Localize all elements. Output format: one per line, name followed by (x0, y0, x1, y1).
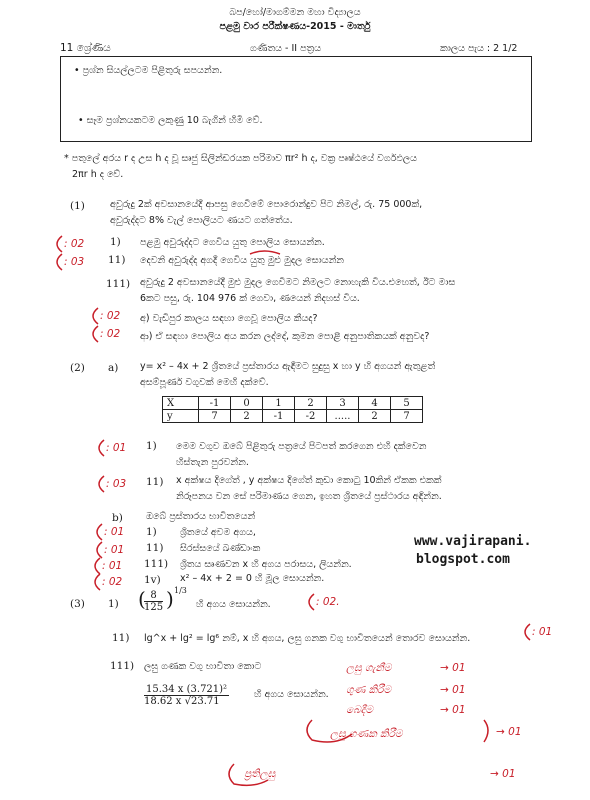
circle-mark-icon (99, 476, 104, 492)
mark-q2-ii: : 03 (106, 478, 127, 490)
circle-mark-icon (95, 558, 100, 574)
table-cell: 3 (327, 397, 359, 410)
q1-intro-line1: අවුරුදු 2ක් අවසානයේදී ආපසු ගෙවීමේ පොරොන්දුව පිට නිමල්, රු. 75 000ක්, (110, 199, 423, 210)
q2-b-i-text: ශ්‍රිතයේ අවම අගය, (180, 527, 256, 538)
mark-arrow-5: → 01 (490, 768, 516, 780)
q3-bracket-close: ) (166, 587, 174, 611)
q3-ii-text: lg^x + lg² = lg⁶ නම්, x හි අගය, ලඝු ගනක වගු භාවිතයෙන් තොරව සොයන්න. (144, 633, 471, 644)
q2-i-number: 1) (146, 440, 157, 452)
time-label: කාලය පැය : 2 1/2 (440, 43, 518, 54)
exam-title: පළමු වාර පරීක්ෂණය-2015 - මාර්තු (219, 21, 371, 32)
mark-q2-b-iii: : 01 (102, 560, 123, 572)
q2-a-line2: අසම්පූර්ණ වගුවක් මෙහි දක්වේ. (140, 377, 269, 388)
q3-iii-text: ලඝු ගණක වගු භාවිතා කොට (144, 661, 262, 672)
q3-expr-numerator: 15.34 x (3.721)² (146, 684, 228, 695)
mark-q3-ii: : 01 (532, 626, 553, 638)
q3-ii-number: 11) (112, 632, 130, 644)
table-cell: -1 (263, 410, 295, 423)
watermark-line1: www.vajirapani. (414, 534, 532, 549)
q2-b-i-number: 1) (146, 526, 157, 538)
instruction-2: • සෑම ප්‍රශ්නයකටම ලකුණු 10 බැගින් හිමි වේ. (78, 115, 263, 126)
mark-q2-b-iv: : 02 (102, 576, 123, 588)
table-cell: 2 (231, 410, 263, 423)
circle-mark-icon (309, 594, 314, 610)
q1-iii-a: අ) වැඩිපුර කාලය සඳහා ගෙවූ පොලිය කීයද? (140, 313, 318, 324)
table-cell: 4 (359, 397, 391, 410)
brace-icon (484, 720, 488, 742)
table-cell: 5 (391, 397, 423, 410)
q1-iii-line2: 6කට පසු, රු. 104 976 ක් ගෙවා, ණයෙන් නිදහස් විය. (140, 293, 360, 304)
q1-number: (1) (70, 200, 85, 212)
mark-q1-i: : 02 (64, 238, 85, 250)
table-cell: ..... (327, 410, 359, 423)
mark-q1-ii: : 03 (64, 256, 85, 268)
q1-iii-number: 111) (106, 278, 131, 290)
mark-q2-b-i: : 01 (104, 526, 125, 538)
q2-b-ii-number: 11) (146, 542, 164, 554)
mark-note-4: ලඝු ගණක කිරීම (330, 728, 403, 740)
circle-mark-icon (57, 254, 62, 270)
table-cell: 1 (263, 397, 295, 410)
q3-expr-tail: හි අගය සොයන්න. (254, 689, 329, 700)
subject-label: ගණිතය - II පත්‍රය (250, 43, 322, 54)
mark-arrow-4: → 01 (496, 726, 522, 738)
q3-i-text: හි අගය සොයන්න. (196, 599, 271, 610)
circle-mark-icon (99, 440, 104, 456)
school-name: බප/හෝ/මාගම්මන මහා විද්‍යාලය (229, 7, 361, 18)
formula-note-line1: * පතුලේ අරය r ද උස h ද වූ සෘජු සිලින්ඩරයක පරිමාව πr² h ද, වක්‍ර පෘෂ්ඨයේ වර්ගඵලය (64, 153, 417, 164)
mark-q1-iii-b: : 02 (100, 328, 121, 340)
q2-ii-number: 11) (146, 476, 164, 488)
q3-expr-denominator: 18.62 x √23.71 (144, 696, 220, 707)
mark-note-2: ගුණ කිරීම (346, 684, 392, 696)
circle-mark-icon (97, 542, 102, 558)
q3-iii-number: 111) (110, 660, 135, 672)
q1-i-text: පළමු අවුරුද්දට ගෙවිය යුතු පොලිය සොයන්න. (140, 237, 325, 248)
table-cell: -2 (295, 410, 327, 423)
mark-q2-b-ii: : 01 (104, 544, 125, 556)
underline-icon (250, 251, 280, 254)
table-y-label: y (163, 410, 199, 423)
grade-label: 11 ශ්‍රේණිය (60, 42, 111, 54)
q2-number: (2) (70, 362, 85, 374)
table-x-label: X (163, 397, 199, 410)
watermark-line2: blogspot.com (416, 552, 510, 567)
circle-mark-icon (95, 574, 100, 590)
mark-note-3: බෙදීම (346, 704, 373, 716)
q2-b-iii-number: 111) (144, 558, 169, 570)
q1-ii-number: 11) (108, 254, 126, 266)
q2-i-line1: මෙම වගුව ඔබේ පිළිතුරු පත්‍රයේ පිටපත් කරගෙන එහි දක්වෙන (176, 441, 427, 452)
q3-number: (3) (70, 598, 85, 610)
q1-i-number: 1) (110, 236, 121, 248)
instruction-1: • ප්‍රශ්න සියල්ලටම පිළිතුරු සපයන්න. (74, 65, 223, 76)
table-cell: 7 (391, 410, 423, 423)
q2-ii-line1: x අක්ෂය දිගේත් , y අක්ෂය දිගේත් කුඩා කොටු 10කින් ඒකක එකක් (176, 475, 442, 486)
q1-intro-line2: අවුරුද්දට 8% වැල් පොලියට ණයට ගත්තේය. (110, 215, 293, 226)
q1-iii-b: ආ) ඒ සඳහා පොලිය අය කරන ලද්දේ, කුමන පොළී අනුපාතිකයක් අනුවද? (140, 331, 430, 342)
q2-part-a: a) (108, 362, 119, 374)
q1-ii-text: දෙවනි අවුරුද්ද අගදී ගෙවිය යුතු මුළු මුදල සොයන්න (140, 255, 345, 266)
circle-mark-icon (525, 624, 530, 640)
q3-exponent: 1/3 (174, 586, 187, 595)
q3-i-number: 1) (108, 598, 119, 610)
q2-b-intro: ඔබේ ප්‍රස්තාරය භාවිතයෙන් (146, 511, 256, 522)
q2-ii-line2: නිරූපනය වන සේ පරිමාණය ගෙන, ඉහත ශ්‍රිතයේ ප්‍රස්ථාරය අඳින්න. (176, 491, 442, 502)
q1-iii-line1: අවුරුදු 2 අවසානයේදී මුළු මුදල ගෙවීමට නිමලට නොහැකි විය.එහෙත්, ඊට මාස (140, 277, 456, 288)
mark-note-1: ලඝු ගැනීම (346, 662, 392, 674)
q2-b-iv-text: x² – 4x + 2 = 0 හි මූල සොයන්න. (180, 573, 325, 584)
formula-note-line2: 2πr h ද වේ. (72, 169, 124, 180)
table-cell: 2 (295, 397, 327, 410)
mark-q3-i: : 02. (316, 596, 340, 608)
mark-note-5: ප්‍රතිලඝු (244, 768, 276, 780)
q2-b-iv-number: 1v) (144, 574, 161, 586)
q3-frac-numerator: 8 (144, 590, 163, 602)
mark-q2-i: : 01 (106, 442, 127, 454)
mark-arrow-2: → 01 (440, 684, 466, 696)
mark-arrow-1: → 01 (440, 662, 466, 674)
q2-b-iii-text: ශ්‍රිතය සෘණවන x හි අගය පරාසය, ලියන්න. (180, 559, 352, 570)
table-cell: 2 (359, 410, 391, 423)
q2-i-line2: හිස්තැන පුරවන්න. (176, 457, 249, 468)
q2-b-ii-text: සිරස්සයේ ඛණ්ඩාංක (180, 543, 261, 554)
table-cell: -1 (199, 397, 231, 410)
mark-arrow-3: → 01 (440, 704, 466, 716)
q3-frac-denominator: 125 (144, 602, 164, 613)
circle-mark-icon (57, 236, 62, 252)
circle-mark-icon (93, 326, 98, 342)
q2-a-line1: y= x² – 4x + 2 ශ්‍රිතයේ ප්‍රස්තාරය ඇඳීමට සුදුසු x හා y හි අගයන් ඇතුළත් (140, 361, 436, 372)
circle-mark-icon (93, 308, 98, 324)
mark-q1-iii-a: : 02 (100, 310, 121, 322)
circle-mark-icon (97, 524, 102, 540)
q3-bracket-open: ( (138, 587, 146, 611)
q2-part-b: b) (112, 512, 123, 524)
table-cell: 0 (231, 397, 263, 410)
table-cell: 7 (199, 410, 231, 423)
